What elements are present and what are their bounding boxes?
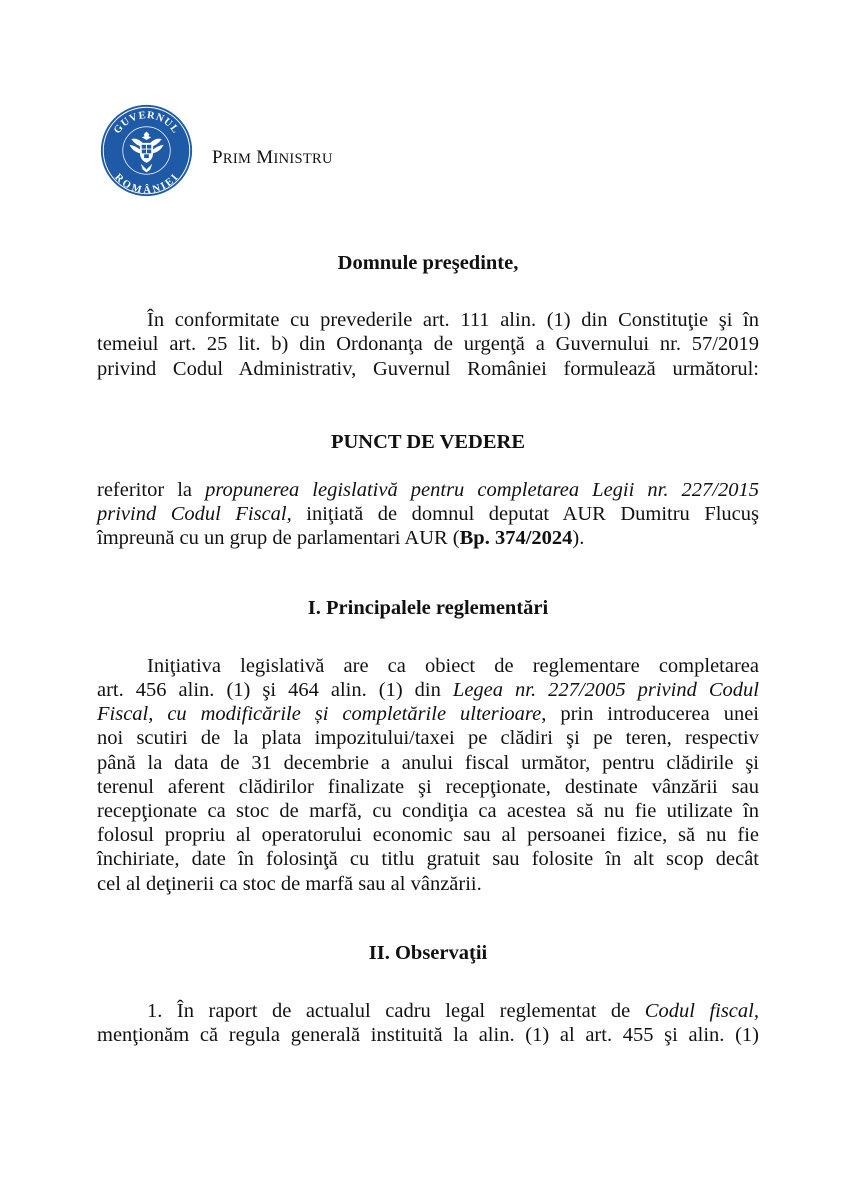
letterhead bbox=[99, 103, 499, 198]
section-1-paragraph: Iniţiativa legislativă are ca obiect de reglementare completarea art. 456 alin. (1) şi 464 alin. (1) din Legea nr. 227/2005 privind Codul Fiscal, cu modificările și completările ulterioare, prin introducerea unei noi scutiri de la plata impozitului/taxei pe clădiri şi pe teren, respectiv până la data de 31 decembrie a anului fiscal următor, pentru clădirile şi terenul aferent clădirilor finalizate şi recepţionate, destinate vânzării sau recepţionate ca stoc de marfă, cu condiţia ca acestea să nu fie utilizate în folosul propriu al operatorului economic sau al persoanei fizice, să nu fie închiriate, date în folosinţă cu titlu gratuit sau folosite în alt scop decât cel al deţinerii ca stoc de marfă sau al vânzării. bbox=[97, 654, 759, 895]
document-body bbox=[97, 251, 759, 1047]
reference-paragraph: referitor la propunerea legislativă pentru completarea Legii nr. 227/2015 privind Codul Fiscal, iniţiată de domnul deputat AUR Dumitru Flucuş împreună cu un grup de parlamentari AUR (Bp. 374/2024). bbox=[97, 479, 760, 550]
svg-text:GUVERNUL: GUVERNUL bbox=[112, 110, 182, 136]
organization-name: PRIM MINISTRU bbox=[212, 147, 333, 168]
section-title-observations: II. Observaţii bbox=[368, 941, 488, 964]
intro-paragraph: În conformitate cu prevederile art. 111 alin. (1) din Constituţie şi în temeiul art. 25 lit. b) din Ordonanţa de urgenţă a Guvernului nr. 57/2019 privind Codul Administrativ, Guvernul României formulează următorul: bbox=[97, 309, 759, 380]
document-title: PUNCT DE VEDERE bbox=[330, 430, 526, 453]
svg-text:ROMÂNIEI: ROMÂNIEI bbox=[112, 171, 182, 197]
section-2-paragraph: 1. În raport de actualul cadru legal reglementat de Codul fiscal, menţionăm că regula generală instituită la alin. (1) al art. 455 şi alin. (1) bbox=[97, 1000, 759, 1047]
section-title-principal-regulations: I. Principalele reglementări bbox=[307, 596, 549, 619]
government-seal-icon bbox=[99, 103, 194, 198]
salutation: Domnule preşedinte, bbox=[337, 252, 519, 274]
